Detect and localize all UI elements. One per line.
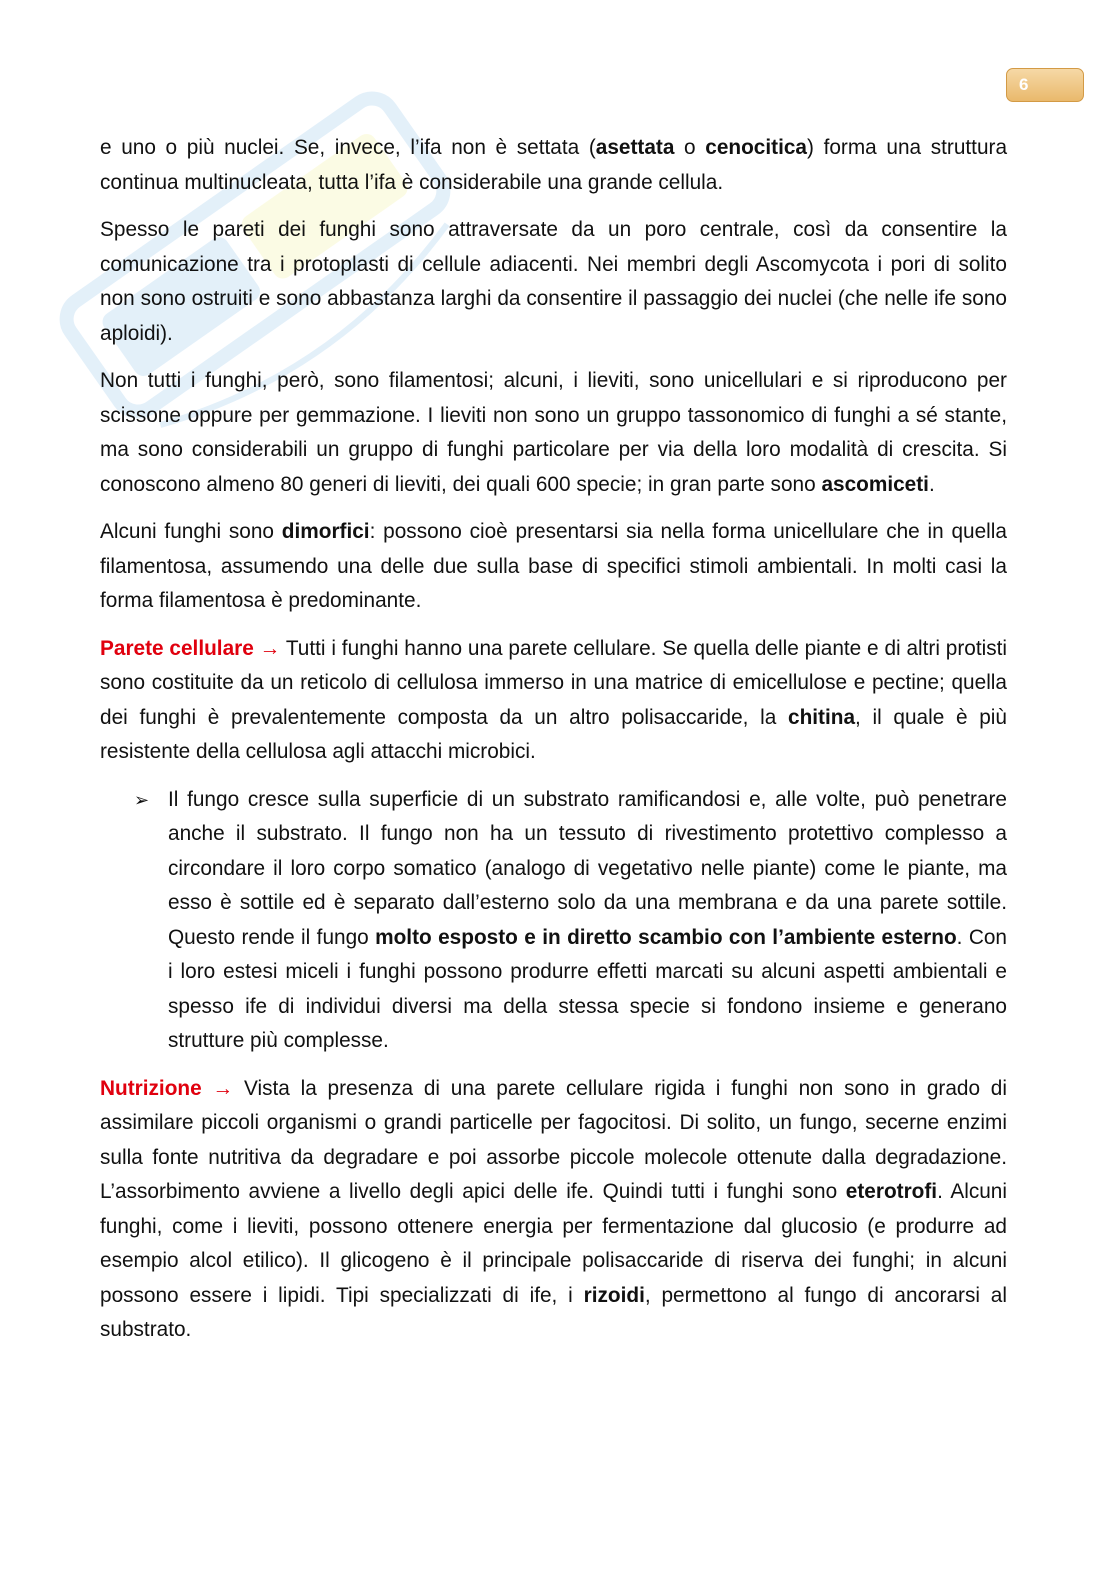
term-asettata: asettata — [595, 136, 675, 159]
heading-nutrizione: Nutrizione — [100, 1076, 202, 1100]
term-dimorfici: dimorfici — [281, 520, 370, 543]
term-ascomiceti: ascomiceti — [821, 472, 929, 496]
term-chitina: chitina — [788, 705, 856, 729]
term-cenocitica: cenocitica — [705, 136, 807, 159]
paragraph-yeasts: Non tutti i funghi, però, sono filamentosi; alcuni, i lieviti, sono unicellulari e si riproducono per scissone oppure per gemmazione. I lieviti non sono un gruppo tassonomico di funghi a sé stante, ma sono considerabili un gruppo di funghi particolare per via della loro modalità di crescita. Si conoscono almeno 80 generi di lieviti, dei quali 600 specie; in gran parte sono ascomiceti. — [100, 369, 1007, 496]
term-eterotrofi: eterotrofi — [845, 1180, 938, 1203]
paragraph-cell-wall: Parete cellulare → Tutti i funghi hanno una parete cellulare. Se quella delle piante e di altri protisti sono costituite da un reticolo di cellulosa immerso in una matrice di emicellulose e pectine; quella dei funghi è prevalentemente composta da un altro polisaccaride, la chitina, il quale è più resistente della cellulosa agli attacchi microbici. — [100, 636, 1008, 763]
paragraph-dimorphic: Alcuni funghi sono dimorfici: possono cioè presentarsi sia nella forma unicellulare che in quella filamentosa, assumendo una delle due sulla base di specifici stimoli ambientali. In molti casi la forma filamentosa è predominante. — [100, 520, 1007, 612]
heading-parete-cellulare: Parete cellulare — [100, 636, 254, 660]
arrowhead-bullet-icon: ➢ — [134, 789, 150, 810]
term-rizoidi: rizoidi — [583, 1283, 645, 1307]
arrow-right-icon: → — [212, 1076, 234, 1100]
bullet-item — [100, 783, 1007, 1059]
paragraph-hyphae-septation: e uno o più nuclei. Se, invece, l’ifa non è settata (asettata o cenocitica) forma una struttura continua multinucleata, tutta l’ifa è considerabile una grande cellula. — [100, 136, 1008, 194]
page-number-badge: 6 — [1006, 68, 1084, 102]
paragraph-nutrition: Nutrizione → Vista la presenza di una parete cellulare rigida i funghi non sono in grado di assimilare piccoli organismi o grandi particelle per fagocitosi. Di solito, un fungo, secerne enzimi sulla fonte nutritiva da degradare e poi assorbe piccole molecole ottenute dalla degradazione. L’assorbimento avviene a livello degli apici delle ife. Quindi tutti i funghi sono eterotrofi. Alcuni funghi, come i lieviti, possono ottenere energia per fermentazione dal glucosio (e produrre ad esempio alcol etilico). Il glicogeno è il principale polisaccaride di riserva dei funghi; in alcuni possono essere i lipidi. Tipi specializzati di ife, i rizoidi, permettono al fungo di ancorarsi al substrato. — [100, 1076, 1007, 1341]
document-body — [100, 131, 1007, 1361]
arrow-right-icon: → — [259, 636, 281, 660]
bullet-text: Il fungo cresce sulla superficie di un substrato ramificandosi e, alle volte, può penetrare anche il substrato. Il fungo non ha un tessuto di rivestimento protettivo complesso a circondare il loro corpo somatico (analogo di vegetativo nelle piante) come le piante, ma esso è sottile ed è separato dall’esterno solo da una membrana e da una parete sottile. Questo rende il fungo molto esposto e in diretto scambio con l’ambiente esterno. Con i loro estesi miceli i funghi possono produrre effetti marcati su alcuni aspetti ambientali e spesso ife di individui diversi ma della stessa specie si fondono insieme e generano strutture più complesse. — [168, 787, 1007, 1052]
paragraph-cell-walls-pores: Spesso le pareti dei funghi sono attraversate da un poro centrale, così da consentire la comunicazione tra i protoplasti di cellule adiacenti. Nei membri degli Ascomycota i pori di solito non sono ostruiti e sono abbastanza larghi da consentire il passaggio dei nuclei (che nelle ife sono aploidi). — [100, 218, 1007, 345]
term-esposto: molto esposto e in diretto scambio con l’ambiente esterno — [375, 925, 957, 949]
